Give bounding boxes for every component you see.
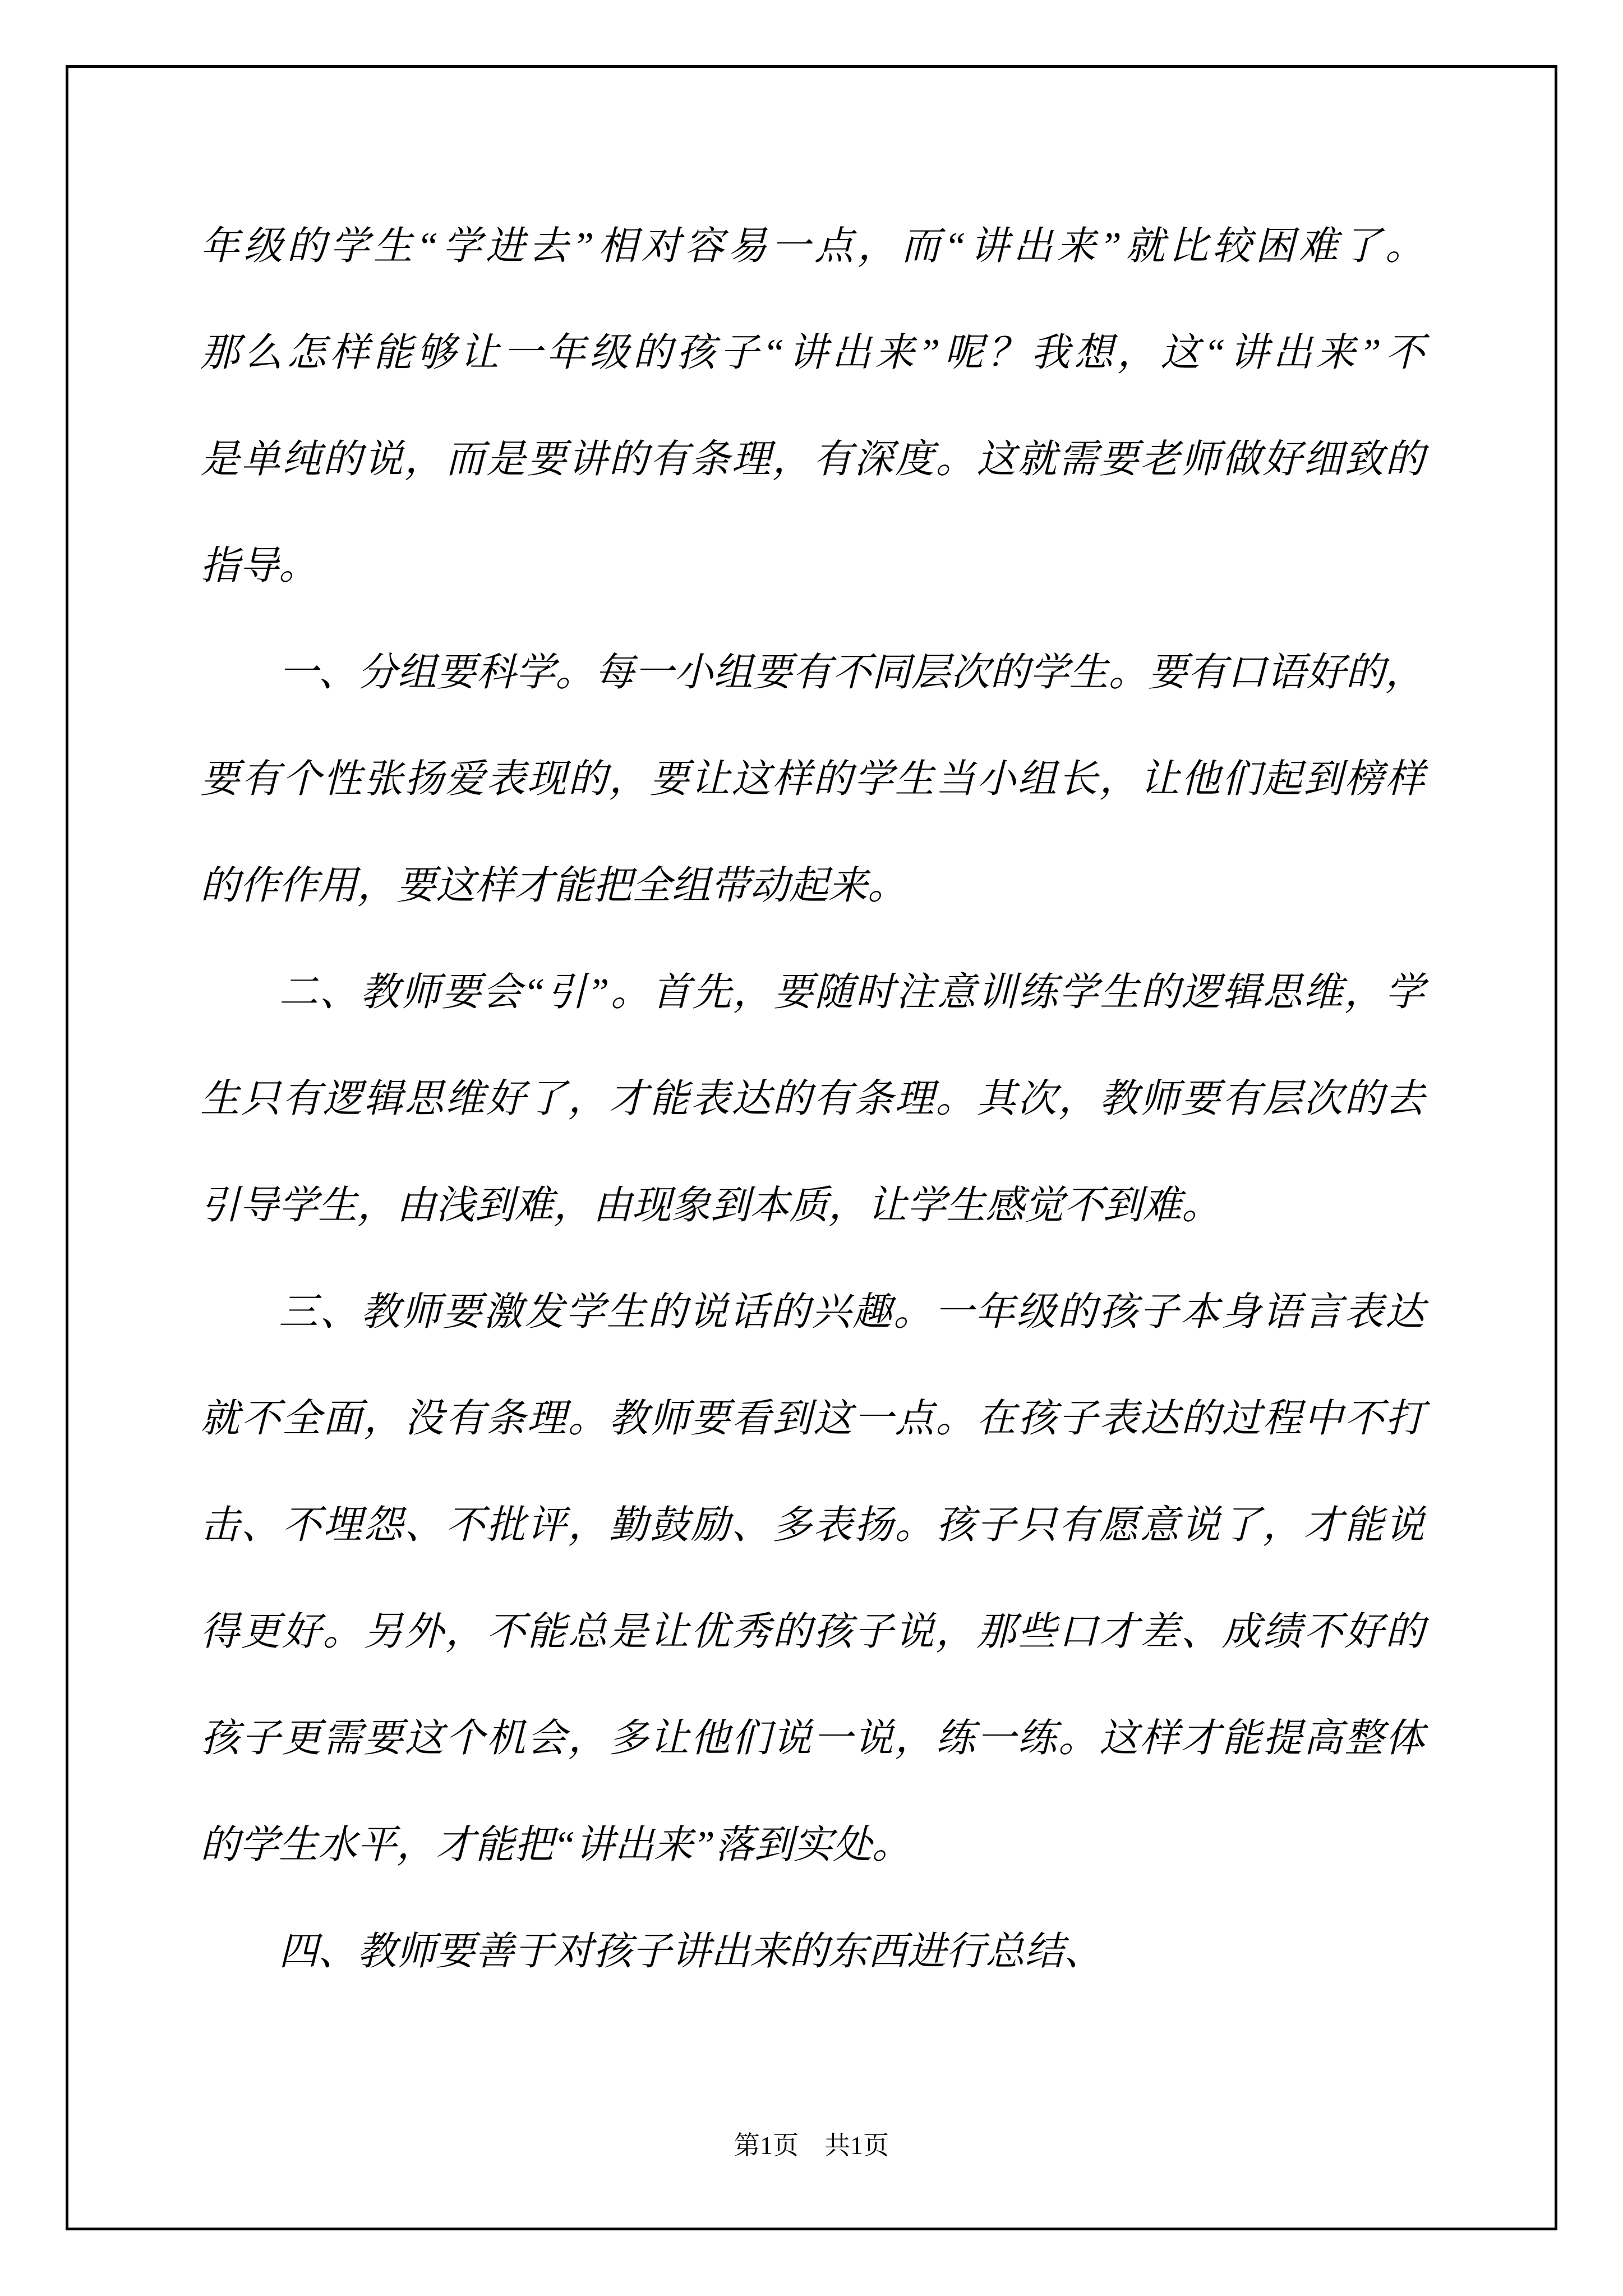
text-line: 的学生水平，才能把“讲出来”落到实处。 [200, 1824, 911, 1867]
text-line: 一、分组要科学。每一小组要有不同层次的学生。要有口语好的， [279, 651, 1424, 694]
text-line: 四、教师要善于对孩子讲出来的东西进行总结、 [279, 1930, 1103, 1973]
text-line: 得更好。另外，不能总是让优秀的孩子说，那些口才差、成绩不好的 [200, 1611, 1424, 1654]
text-line: 孩子更需要这个机会，多让他们说一说，练一练。这样才能提高整体 [200, 1717, 1424, 1760]
text-line: 要有个性张扬爱表现的，要让这样的学生当小组长，让他们起到榜样 [200, 758, 1424, 801]
text-line: 击、不埋怨、不批评，勤鼓励、多表扬。孩子只有愿意说了，才能说 [200, 1504, 1424, 1547]
text-line: 指导。 [200, 545, 318, 588]
text-line: 二、教师要会“引”。首先，要随时注意训练学生的逻辑思维，学 [279, 971, 1424, 1014]
text-line: 生只有逻辑思维好了，才能表达的有条理。其次，教师要有层次的去 [200, 1078, 1424, 1121]
text-line: 年级的学生“学进去”相对容易一点，而“讲出来”就比较困难了。 [200, 225, 1424, 268]
text-line: 是单纯的说，而是要讲的有条理，有深度。这就需要老师做好细致的 [200, 438, 1424, 481]
text-line: 三、教师要激发学生的说话的兴趣。一年级的孩子本身语言表达 [279, 1291, 1424, 1334]
page-footer [0, 2125, 1623, 2162]
text-line: 的作作用，要这样才能把全组带动起来。 [200, 864, 907, 908]
text-line: 引导学生，由浅到难，由现象到本质，让学生感觉不到难。 [200, 1184, 1221, 1227]
text-line: 那么怎样能够让一年级的孩子“讲出来”呢？我想，这“讲出来”不 [200, 332, 1424, 375]
text-line: 就不全面，没有条理。教师要看到这一点。在孩子表达的过程中不打 [200, 1397, 1424, 1441]
page-number: 第1页 共1页 [734, 2131, 889, 2160]
document-body [200, 194, 1424, 2005]
